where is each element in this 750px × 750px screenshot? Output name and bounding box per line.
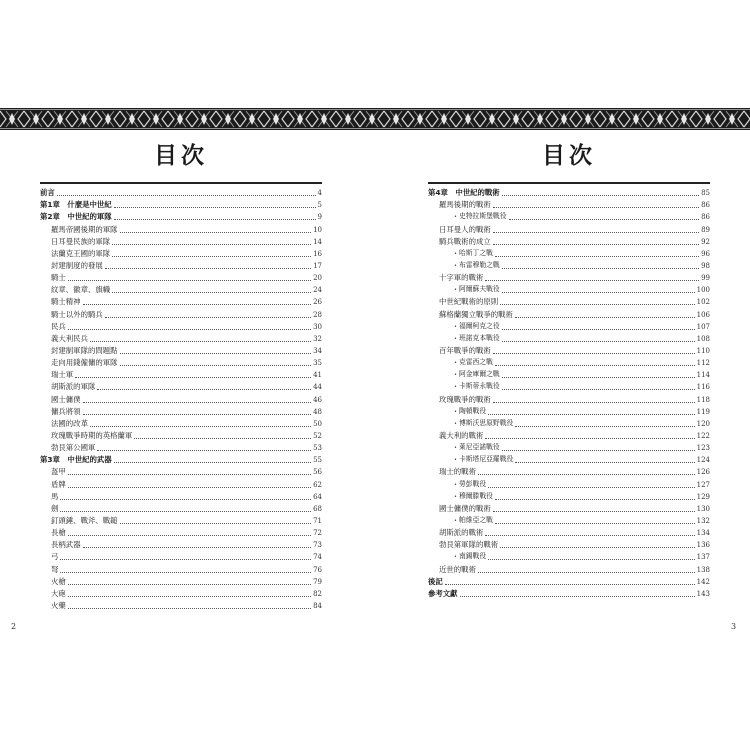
toc-entry-page-number: 143 xyxy=(696,589,710,598)
toc-entry-label: 日耳曼民族的軍隊 xyxy=(51,236,111,246)
toc-entry-label: 胡斯派的戰術 xyxy=(439,528,484,538)
dot-leader xyxy=(495,365,695,366)
toc-entry-page-number: 92 xyxy=(701,237,710,246)
dot-leader xyxy=(68,584,311,585)
toc-entry-page-number: 72 xyxy=(313,529,322,538)
toc-entry-page-number: 24 xyxy=(313,286,322,295)
toc-entry-label: • 帕維亞之戰 xyxy=(428,514,493,527)
toc-subsection-entry[interactable] xyxy=(428,491,710,503)
toc-entry-label: 長槍 xyxy=(51,528,66,538)
dot-leader xyxy=(68,280,311,281)
toc-section-entry[interactable] xyxy=(40,345,322,357)
toc-chapter-entry[interactable] xyxy=(40,199,322,211)
toc-entry-page-number: 4 xyxy=(317,189,322,198)
dot-leader xyxy=(68,487,311,488)
dot-leader xyxy=(502,450,695,451)
toc-chapter-entry[interactable] xyxy=(40,187,322,199)
toc-entry-label: 百年戰爭的戰術 xyxy=(439,345,491,355)
toc-entry-label: 火藥 xyxy=(51,600,66,610)
toc-entry-label: 近世的戰術 xyxy=(439,564,476,574)
toc-section-entry[interactable] xyxy=(40,308,322,320)
toc-entry-label: 法國的改革 xyxy=(51,418,88,428)
dot-leader xyxy=(120,232,312,233)
toc-section-entry[interactable] xyxy=(40,588,322,600)
toc-entry-page-number: 71 xyxy=(313,516,322,525)
decorative-band xyxy=(0,108,750,130)
toc-section-entry[interactable] xyxy=(428,223,710,235)
toc-entry-page-number: 5 xyxy=(317,201,322,210)
toc-entry-page-number: 86 xyxy=(701,213,710,222)
toc-entry-label: • 克雷西之戰 xyxy=(428,356,493,369)
dot-leader xyxy=(120,365,312,366)
toc-entry-page-number: 116 xyxy=(696,383,710,392)
toc-entry-label: 第4章 中世紀的戰術 xyxy=(428,188,500,198)
right-page xyxy=(428,130,710,600)
dot-leader xyxy=(509,219,700,220)
toc-entry-label: 法蘭克王國的軍隊 xyxy=(51,248,111,258)
toc-section-entry[interactable] xyxy=(40,333,322,345)
toc-entry-label: 瑞士軍 xyxy=(51,370,74,380)
toc-entry-page-number: 17 xyxy=(313,261,322,270)
toc-entry-page-number: 44 xyxy=(313,383,322,392)
toc-entry-label: 後記 xyxy=(428,576,443,586)
toc-subsection-entry[interactable] xyxy=(428,260,710,272)
dot-leader xyxy=(60,559,311,560)
dot-leader xyxy=(83,304,312,305)
toc-entry-page-number: 137 xyxy=(696,553,710,562)
dot-leader xyxy=(114,219,316,220)
toc-entry-label: • 史特拉斯堡戰役 xyxy=(428,210,507,223)
toc-entry-label: • 勞彭戰役 xyxy=(428,478,486,491)
toc-list xyxy=(40,187,322,612)
toc-entry-page-number: 50 xyxy=(313,419,322,428)
toc-section-entry[interactable] xyxy=(40,600,322,612)
toc-entry-page-number: 14 xyxy=(313,237,322,246)
toc-list xyxy=(428,187,710,600)
dot-leader xyxy=(478,572,695,573)
dot-leader xyxy=(445,584,695,585)
dot-leader xyxy=(83,414,312,415)
toc-entry-page-number: 112 xyxy=(696,359,710,368)
toc-entry-page-number: 122 xyxy=(696,431,710,440)
dot-leader xyxy=(493,511,695,512)
dot-leader xyxy=(68,535,311,536)
toc-section-entry[interactable] xyxy=(40,442,322,454)
toc-entry-page-number: 68 xyxy=(313,504,322,513)
toc-entry-page-number: 99 xyxy=(701,274,710,283)
toc-section-entry[interactable] xyxy=(40,418,322,430)
dot-leader xyxy=(97,389,311,390)
toc-entry-label: • 萊尼亞諾戰役 xyxy=(428,441,500,454)
toc-entry-label: 勃艮第公國軍 xyxy=(51,443,96,453)
dot-leader xyxy=(90,341,311,342)
toc-entry-label: 傭兵將領 xyxy=(51,406,81,416)
toc-section-entry[interactable] xyxy=(428,296,710,308)
dot-leader xyxy=(493,207,699,208)
toc-entry-page-number: 35 xyxy=(313,359,322,368)
toc-entry-label: 封建制度的發展 xyxy=(51,260,103,270)
dot-leader xyxy=(488,414,694,415)
toc-entry-label: 紋章、徽章、旗幟 xyxy=(51,285,111,295)
toc-section-entry[interactable] xyxy=(40,551,322,563)
dot-leader xyxy=(60,499,311,500)
toc-entry-page-number: 9 xyxy=(317,213,322,222)
toc-entry-page-number: 89 xyxy=(701,225,710,234)
toc-subsection-entry[interactable] xyxy=(428,515,710,527)
page-number: 3 xyxy=(731,622,737,631)
toc-entry-page-number: 110 xyxy=(696,346,710,355)
toc-entry-page-number: 134 xyxy=(696,529,710,538)
toc-entry-page-number: 64 xyxy=(313,492,322,501)
dot-leader xyxy=(515,426,694,427)
dot-leader xyxy=(114,462,311,463)
toc-entry-page-number: 52 xyxy=(313,431,322,440)
toc-section-entry[interactable] xyxy=(40,284,322,296)
toc-section-entry[interactable] xyxy=(40,539,322,551)
dot-leader xyxy=(485,535,694,536)
dot-leader xyxy=(488,559,694,560)
toc-entry-page-number: 114 xyxy=(696,371,710,380)
toc-subsection-entry[interactable] xyxy=(428,418,710,430)
toc-entry-label: 國士傭僕 xyxy=(51,394,81,404)
toc-entry-label: 羅馬後期的戰術 xyxy=(439,200,491,210)
dot-leader xyxy=(488,487,694,488)
dot-leader xyxy=(460,596,695,597)
toc-entry-label: 國士傭僕的戰術 xyxy=(439,503,491,513)
toc-entry-label: 羅馬帝國後期的軍隊 xyxy=(51,224,118,234)
dot-leader xyxy=(493,232,699,233)
dot-leader xyxy=(114,207,316,208)
dot-leader xyxy=(485,280,699,281)
toc-entry-label: 火槍 xyxy=(51,576,66,586)
dot-leader xyxy=(495,499,695,500)
toc-entry-page-number: 129 xyxy=(696,492,710,501)
toc-entry-page-number: 130 xyxy=(696,504,710,513)
toc-entry-label: • 卡斯蒂永戰役 xyxy=(428,380,500,393)
toc-entry-page-number: 96 xyxy=(701,249,710,258)
toc-entry-label: 瑞士的戰術 xyxy=(439,467,476,477)
toc-section-entry[interactable] xyxy=(40,478,322,490)
toc-entry-label: 盔甲 xyxy=(51,467,66,477)
toc-entry-label: • 阿金庫爾之戰 xyxy=(428,368,500,381)
toc-entry-page-number: 84 xyxy=(313,601,322,610)
toc-entry-label: • 福爾柯克之役 xyxy=(428,320,500,333)
toc-section-entry[interactable] xyxy=(40,357,322,369)
dot-leader xyxy=(502,329,695,330)
toc-section-entry[interactable] xyxy=(40,393,322,405)
toc-subsection-entry[interactable] xyxy=(428,381,710,393)
toc-entry-page-number: 118 xyxy=(696,395,710,404)
toc-entry-page-number: 120 xyxy=(696,419,710,428)
dot-leader xyxy=(485,438,694,439)
toc-entry-page-number: 142 xyxy=(696,577,710,586)
dot-leader xyxy=(495,256,699,257)
toc-entry-label: 長柄武器 xyxy=(51,540,81,550)
toc-entry-label: 馬 xyxy=(51,491,59,501)
toc-entry-page-number: 28 xyxy=(313,310,322,319)
dot-leader xyxy=(493,402,695,403)
toc-entry-label: • 穆爾滕戰役 xyxy=(428,490,493,503)
toc-entry-page-number: 48 xyxy=(313,407,322,416)
dot-leader xyxy=(90,426,311,427)
toc-entry-page-number: 41 xyxy=(313,371,322,380)
toc-section-entry[interactable] xyxy=(40,223,322,235)
toc-section-entry[interactable] xyxy=(40,466,322,478)
toc-entry-label: 騎兵戰術的成立 xyxy=(439,236,491,246)
toc-entry-page-number: 108 xyxy=(696,334,710,343)
dot-leader xyxy=(495,523,695,524)
toc-section-entry[interactable] xyxy=(40,321,322,333)
toc-entry-page-number: 53 xyxy=(313,444,322,453)
dot-leader xyxy=(105,268,311,269)
toc-section-entry[interactable] xyxy=(40,260,322,272)
toc-entry-label: 前言 xyxy=(40,188,55,198)
toc-entry-page-number: 55 xyxy=(313,456,322,465)
toc-entry-label: 騎士精神 xyxy=(51,297,81,307)
toc-section-entry[interactable] xyxy=(40,272,322,284)
left-page xyxy=(40,130,322,612)
toc-entry-label: 參考文獻 xyxy=(428,588,458,598)
toc-chapter-entry[interactable] xyxy=(428,576,710,588)
toc-entry-label: 釘頭錘、戰斧、戰鎚 xyxy=(51,515,118,525)
toc-entry-page-number: 20 xyxy=(313,274,322,283)
toc-section-entry[interactable] xyxy=(40,369,322,381)
page-title: 目次 xyxy=(154,142,208,169)
toc-entry-page-number: 100 xyxy=(696,286,710,295)
toc-entry-label: • 布雷穆勒之戰 xyxy=(428,259,500,272)
ornament-pattern-icon xyxy=(0,108,750,130)
dot-leader xyxy=(83,402,312,403)
toc-entry-page-number: 73 xyxy=(313,541,322,550)
toc-entry-page-number: 119 xyxy=(696,407,710,416)
dot-leader xyxy=(515,317,695,318)
dot-leader xyxy=(57,195,316,196)
toc-entry-label: • 南錫戰役 xyxy=(428,550,486,563)
toc-entry-label: 勃艮第軍隊的戰術 xyxy=(439,540,499,550)
dot-leader xyxy=(112,256,311,257)
toc-entry-page-number: 56 xyxy=(313,468,322,477)
toc-entry-label: 大砲 xyxy=(51,588,66,598)
toc-entry-page-number: 86 xyxy=(701,201,710,210)
dot-leader xyxy=(478,474,695,475)
title-divider xyxy=(40,182,322,184)
toc-entry-label: 弩 xyxy=(51,564,59,574)
toc-subsection-entry[interactable] xyxy=(428,551,710,563)
dot-leader xyxy=(502,389,695,390)
toc-entry-label: 第3章 中世紀的武器 xyxy=(40,455,112,465)
dot-leader xyxy=(83,547,312,548)
page-number: 2 xyxy=(11,622,17,631)
toc-entry-label: • 哈斯丁之戰 xyxy=(428,247,493,260)
toc-entry-page-number: 136 xyxy=(696,541,710,550)
toc-entry-page-number: 16 xyxy=(313,249,322,258)
toc-section-entry[interactable] xyxy=(40,381,322,393)
toc-section-entry[interactable] xyxy=(428,527,710,539)
toc-entry-label: 日耳曼人的戰術 xyxy=(439,224,491,234)
toc-entry-label: 玫瑰戰爭時期的英格蘭軍 xyxy=(51,430,133,440)
toc-entry-label: 第1章 什麼是中世紀 xyxy=(40,200,112,210)
toc-entry-page-number: 26 xyxy=(313,298,322,307)
toc-entry-page-number: 127 xyxy=(696,480,710,489)
toc-entry-page-number: 123 xyxy=(696,444,710,453)
toc-entry-page-number: 85 xyxy=(701,189,710,198)
toc-chapter-entry[interactable] xyxy=(40,211,322,223)
toc-entry-label: 走向用錢僱傭的軍隊 xyxy=(51,358,118,368)
dot-leader xyxy=(68,596,311,597)
toc-section-entry[interactable] xyxy=(40,248,322,260)
dot-leader xyxy=(502,341,695,342)
toc-entry-label: 義大利民兵 xyxy=(51,333,88,343)
toc-entry-label: • 陶頓戰役 xyxy=(428,405,486,418)
toc-entry-label: • 卡斯塔尼亞羅戰役 xyxy=(428,453,513,466)
toc-subsection-entry[interactable] xyxy=(428,454,710,466)
toc-entry-page-number: 138 xyxy=(696,565,710,574)
toc-section-entry[interactable] xyxy=(40,406,322,418)
toc-entry-page-number: 10 xyxy=(313,225,322,234)
toc-entry-page-number: 34 xyxy=(313,346,322,355)
dot-leader xyxy=(68,474,311,475)
toc-entry-page-number: 74 xyxy=(313,553,322,562)
dot-leader xyxy=(134,438,311,439)
toc-subsection-entry[interactable] xyxy=(428,333,710,345)
dot-leader xyxy=(493,353,695,354)
toc-entry-page-number: 126 xyxy=(696,468,710,477)
toc-entry-label: 騎士以外的騎兵 xyxy=(51,309,103,319)
toc-subsection-entry[interactable] xyxy=(428,211,710,223)
toc-entry-page-number: 30 xyxy=(313,322,322,331)
toc-entry-label: 第2章 中世紀的軍隊 xyxy=(40,212,112,222)
toc-entry-label: 十字軍的戰術 xyxy=(439,273,484,283)
toc-entry-page-number: 79 xyxy=(313,577,322,586)
toc-chapter-entry[interactable] xyxy=(428,187,710,199)
toc-section-entry[interactable] xyxy=(40,296,322,308)
page-title: 目次 xyxy=(542,142,596,169)
dot-leader xyxy=(105,317,311,318)
toc-subsection-entry[interactable] xyxy=(428,284,710,296)
dot-leader xyxy=(68,608,311,609)
toc-entry-label: 騎士 xyxy=(51,273,66,283)
dot-leader xyxy=(502,195,699,196)
toc-entry-page-number: 132 xyxy=(696,516,710,525)
dot-leader xyxy=(97,450,311,451)
toc-entry-label: 盾牌 xyxy=(51,479,66,489)
toc-entry-label: • 阿爾蘇夫戰役 xyxy=(428,283,500,296)
dot-leader xyxy=(515,462,694,463)
title-divider xyxy=(428,182,710,184)
toc-entry-label: 劍 xyxy=(51,503,59,513)
toc-entry-page-number: 32 xyxy=(313,334,322,343)
toc-section-entry[interactable] xyxy=(40,563,322,575)
dot-leader xyxy=(75,377,311,378)
dot-leader xyxy=(112,292,311,293)
toc-section-entry[interactable] xyxy=(40,503,322,515)
toc-entry-label: 玫瑰戰爭的戰術 xyxy=(439,394,491,404)
dot-leader xyxy=(60,572,311,573)
dot-leader xyxy=(68,329,311,330)
toc-section-entry[interactable] xyxy=(40,527,322,539)
dot-leader xyxy=(502,292,695,293)
toc-entry-label: 義大利的戰術 xyxy=(439,430,484,440)
toc-entry-page-number: 102 xyxy=(696,298,710,307)
toc-entry-label: • 班諾克本戰役 xyxy=(428,332,500,345)
toc-chapter-entry[interactable] xyxy=(428,588,710,600)
toc-entry-page-number: 106 xyxy=(696,310,710,319)
toc-chapter-entry[interactable] xyxy=(40,454,322,466)
dot-leader xyxy=(112,244,311,245)
dot-leader xyxy=(120,523,312,524)
toc-section-entry[interactable] xyxy=(40,491,322,503)
toc-entry-page-number: 62 xyxy=(313,480,322,489)
dot-leader xyxy=(60,511,311,512)
toc-entry-label: 民兵 xyxy=(51,321,66,331)
toc-entry-page-number: 98 xyxy=(701,261,710,270)
toc-entry-page-number: 82 xyxy=(313,589,322,598)
dot-leader xyxy=(120,353,312,354)
toc-entry-label: • 博斯沃思原野戰役 xyxy=(428,417,513,430)
toc-section-entry[interactable] xyxy=(40,430,322,442)
toc-entry-label: 弓 xyxy=(51,552,59,562)
toc-section-entry[interactable] xyxy=(428,563,710,575)
dot-leader xyxy=(493,244,699,245)
toc-entry-page-number: 107 xyxy=(696,322,710,331)
toc-section-entry[interactable] xyxy=(40,515,322,527)
toc-section-entry[interactable] xyxy=(40,236,322,248)
toc-entry-label: 胡斯派的軍隊 xyxy=(51,382,96,392)
toc-entry-page-number: 124 xyxy=(696,456,710,465)
toc-entry-page-number: 76 xyxy=(313,565,322,574)
dot-leader xyxy=(500,547,694,548)
toc-entry-label: 中世紀戰術的原則 xyxy=(439,297,499,307)
dot-leader xyxy=(500,304,694,305)
toc-entry-page-number: 46 xyxy=(313,395,322,404)
toc-section-entry[interactable] xyxy=(40,576,322,588)
toc-entry-label: 蘇格蘭獨立戰爭的戰術 xyxy=(439,309,513,319)
dot-leader xyxy=(502,377,695,378)
dot-leader xyxy=(502,268,699,269)
toc-entry-label: 封建制軍隊的問題點 xyxy=(51,345,118,355)
